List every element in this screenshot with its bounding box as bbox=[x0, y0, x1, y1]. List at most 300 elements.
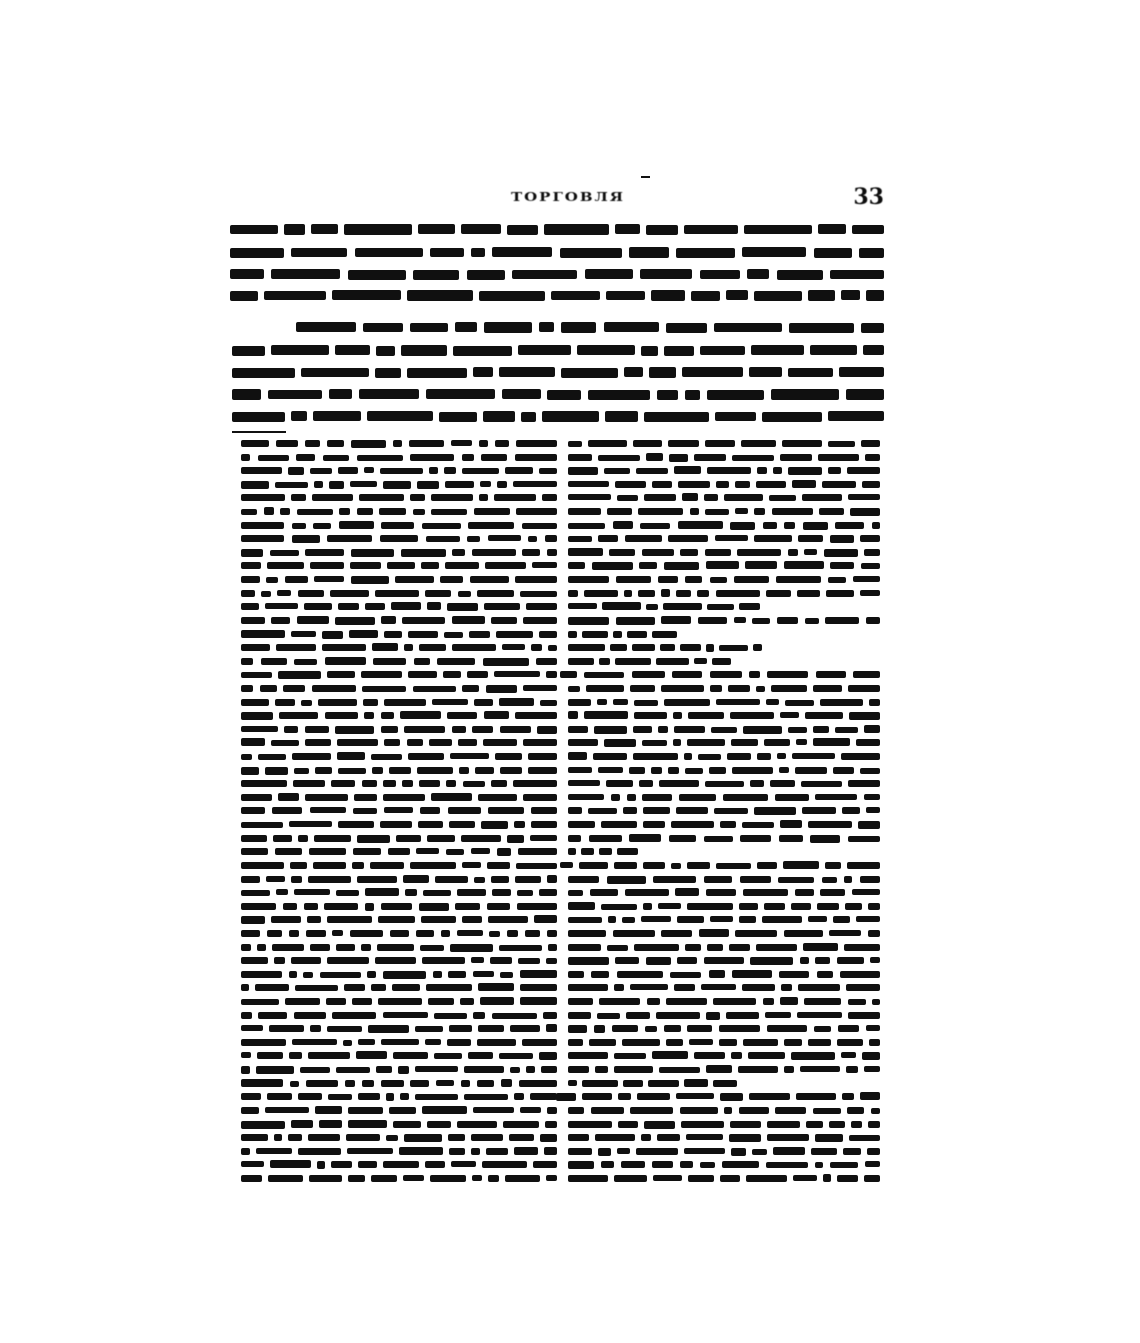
illegible-word bbox=[301, 700, 312, 706]
illegible-word bbox=[310, 468, 332, 474]
illegible-word bbox=[568, 957, 609, 965]
illegible-word bbox=[389, 767, 411, 774]
illegible-word bbox=[241, 454, 250, 461]
illegible-word bbox=[637, 1093, 670, 1100]
illegible-word bbox=[722, 1161, 759, 1168]
illegible-word bbox=[310, 807, 346, 813]
illegible-word bbox=[441, 930, 450, 937]
illegible-word bbox=[707, 944, 723, 951]
illegible-word bbox=[633, 753, 678, 760]
illegible-word bbox=[674, 984, 695, 991]
text-line bbox=[568, 888, 880, 897]
illegible-word bbox=[329, 389, 352, 399]
illegible-word bbox=[491, 617, 517, 624]
illegible-word bbox=[615, 224, 640, 234]
illegible-word bbox=[284, 726, 298, 733]
illegible-word bbox=[789, 323, 854, 333]
illegible-word bbox=[241, 957, 268, 964]
illegible-word bbox=[835, 727, 858, 733]
text-line bbox=[241, 766, 557, 775]
illegible-word bbox=[232, 389, 261, 400]
illegible-word bbox=[732, 455, 774, 461]
illegible-word bbox=[495, 753, 522, 760]
illegible-word bbox=[852, 889, 880, 895]
illegible-word bbox=[390, 930, 409, 937]
illegible-word bbox=[512, 270, 577, 279]
illegible-word bbox=[314, 835, 351, 842]
illegible-word bbox=[607, 508, 632, 515]
illegible-word bbox=[510, 1025, 540, 1032]
illegible-word bbox=[804, 549, 817, 555]
illegible-word bbox=[556, 1093, 576, 1101]
illegible-word bbox=[383, 1012, 428, 1018]
illegible-word bbox=[291, 494, 306, 501]
illegible-word bbox=[568, 548, 603, 556]
illegible-word bbox=[818, 224, 846, 234]
illegible-word bbox=[241, 1066, 250, 1074]
illegible-word bbox=[848, 494, 880, 500]
illegible-word bbox=[749, 1093, 790, 1100]
illegible-word bbox=[801, 781, 842, 787]
illegible-word bbox=[547, 549, 557, 556]
illegible-word bbox=[815, 1134, 843, 1142]
illegible-word bbox=[419, 903, 449, 911]
illegible-word bbox=[462, 468, 499, 474]
illegible-word bbox=[462, 454, 474, 461]
illegible-word bbox=[426, 389, 495, 399]
illegible-word bbox=[413, 270, 459, 280]
illegible-word bbox=[705, 509, 729, 515]
illegible-word bbox=[591, 1107, 624, 1114]
illegible-word bbox=[241, 1121, 285, 1129]
illegible-word bbox=[779, 971, 809, 978]
illegible-word bbox=[568, 1134, 589, 1141]
illegible-word bbox=[756, 944, 797, 951]
illegible-word bbox=[602, 602, 641, 610]
illegible-word bbox=[622, 917, 635, 923]
illegible-word bbox=[471, 1148, 480, 1155]
text-line bbox=[241, 466, 557, 475]
illegible-word bbox=[383, 481, 411, 489]
text-line bbox=[556, 1092, 880, 1101]
illegible-word bbox=[585, 269, 633, 279]
illegible-word bbox=[623, 807, 637, 814]
illegible-word bbox=[241, 1148, 250, 1155]
illegible-word bbox=[735, 481, 750, 488]
illegible-word bbox=[298, 1148, 341, 1155]
illegible-word bbox=[773, 1147, 805, 1155]
illegible-word bbox=[471, 1134, 503, 1141]
illegible-word bbox=[592, 562, 633, 570]
illegible-word bbox=[473, 1012, 485, 1019]
illegible-word bbox=[644, 494, 676, 501]
illegible-word bbox=[568, 711, 578, 719]
illegible-word bbox=[685, 768, 703, 774]
illegible-word bbox=[241, 903, 276, 910]
illegible-word bbox=[568, 998, 593, 1005]
illegible-word bbox=[241, 822, 283, 828]
illegible-word bbox=[313, 411, 361, 421]
illegible-word bbox=[491, 780, 507, 787]
illegible-word bbox=[241, 481, 269, 489]
illegible-word bbox=[430, 1175, 466, 1182]
illegible-word bbox=[770, 780, 795, 787]
illegible-word bbox=[615, 658, 651, 665]
text-line bbox=[568, 548, 880, 557]
illegible-word bbox=[448, 971, 466, 978]
text-line bbox=[241, 1024, 557, 1033]
illegible-word bbox=[828, 441, 855, 447]
illegible-word bbox=[568, 821, 595, 828]
illegible-word bbox=[289, 930, 299, 937]
illegible-word bbox=[405, 889, 417, 896]
illegible-word bbox=[404, 1134, 442, 1142]
text-line bbox=[241, 834, 557, 843]
illegible-word bbox=[427, 602, 441, 610]
illegible-word bbox=[869, 1039, 880, 1046]
illegible-word bbox=[499, 1053, 533, 1059]
illegible-word bbox=[507, 225, 538, 235]
illegible-word bbox=[828, 577, 846, 583]
illegible-word bbox=[777, 617, 798, 624]
illegible-word bbox=[829, 1121, 845, 1128]
illegible-word bbox=[471, 248, 485, 257]
illegible-word bbox=[381, 712, 394, 719]
illegible-word bbox=[846, 984, 880, 991]
illegible-word bbox=[568, 944, 601, 951]
illegible-word bbox=[484, 322, 532, 333]
illegible-word bbox=[737, 549, 781, 556]
illegible-word bbox=[828, 411, 884, 421]
illegible-word bbox=[467, 270, 505, 280]
illegible-word bbox=[601, 821, 637, 828]
illegible-word bbox=[241, 862, 284, 869]
illegible-word bbox=[348, 1175, 365, 1182]
illegible-word bbox=[271, 916, 301, 923]
illegible-word bbox=[518, 345, 571, 355]
illegible-word bbox=[415, 1066, 458, 1072]
text-line bbox=[568, 820, 880, 829]
illegible-word bbox=[241, 603, 259, 610]
illegible-word bbox=[433, 971, 442, 978]
illegible-word bbox=[848, 999, 866, 1005]
illegible-word bbox=[743, 889, 788, 896]
illegible-word bbox=[539, 631, 557, 638]
illegible-word bbox=[241, 617, 265, 624]
illegible-word bbox=[777, 270, 823, 280]
illegible-word bbox=[710, 671, 742, 678]
text-line bbox=[296, 321, 884, 333]
illegible-word bbox=[241, 944, 251, 951]
illegible-word bbox=[309, 1175, 342, 1182]
illegible-word bbox=[568, 1121, 612, 1128]
illegible-word bbox=[522, 549, 540, 556]
illegible-word bbox=[825, 862, 841, 869]
illegible-word bbox=[705, 781, 744, 787]
illegible-word bbox=[613, 521, 633, 529]
illegible-word bbox=[780, 454, 812, 461]
illegible-word bbox=[319, 1120, 342, 1128]
illegible-word bbox=[700, 1162, 715, 1168]
illegible-word bbox=[419, 780, 440, 787]
text-line bbox=[568, 902, 880, 911]
illegible-word bbox=[839, 367, 884, 377]
illegible-word bbox=[621, 1161, 645, 1168]
illegible-word bbox=[680, 644, 701, 651]
illegible-word bbox=[392, 984, 420, 991]
illegible-word bbox=[614, 1053, 646, 1059]
illegible-word bbox=[468, 522, 514, 529]
text-line bbox=[241, 1079, 557, 1088]
illegible-word bbox=[765, 1012, 791, 1018]
text-line bbox=[241, 970, 557, 979]
illegible-word bbox=[608, 916, 616, 923]
illegible-word bbox=[483, 658, 529, 666]
illegible-word bbox=[272, 944, 304, 951]
illegible-word bbox=[659, 1067, 700, 1073]
illegible-word bbox=[849, 712, 880, 720]
illegible-word bbox=[546, 1175, 557, 1181]
illegible-word bbox=[417, 767, 453, 774]
text-line bbox=[568, 630, 690, 639]
illegible-word bbox=[782, 440, 822, 447]
illegible-word bbox=[638, 590, 655, 597]
illegible-word bbox=[713, 1080, 737, 1087]
illegible-word bbox=[779, 767, 789, 773]
illegible-word bbox=[290, 1081, 299, 1087]
illegible-word bbox=[756, 686, 765, 692]
illegible-word bbox=[459, 767, 469, 774]
illegible-word bbox=[265, 767, 288, 775]
illegible-word bbox=[474, 877, 485, 883]
illegible-word bbox=[868, 1121, 880, 1128]
illegible-word bbox=[764, 903, 785, 910]
text-line bbox=[241, 534, 557, 543]
illegible-word bbox=[861, 440, 880, 447]
illegible-word bbox=[841, 753, 880, 760]
illegible-word bbox=[350, 481, 377, 487]
illegible-word bbox=[837, 1039, 863, 1046]
illegible-word bbox=[617, 495, 638, 501]
illegible-word bbox=[407, 368, 467, 378]
illegible-word bbox=[327, 916, 372, 923]
illegible-word bbox=[298, 590, 324, 597]
illegible-word bbox=[664, 346, 694, 356]
illegible-word bbox=[338, 603, 359, 610]
illegible-word bbox=[523, 794, 557, 801]
illegible-word bbox=[593, 753, 627, 760]
illegible-word bbox=[584, 672, 624, 678]
illegible-word bbox=[639, 562, 657, 569]
illegible-word bbox=[318, 699, 357, 706]
illegible-word bbox=[364, 467, 374, 473]
illegible-word bbox=[294, 889, 330, 895]
illegible-word bbox=[488, 916, 528, 923]
illegible-word bbox=[568, 1161, 594, 1169]
text-line bbox=[568, 875, 880, 884]
illegible-word bbox=[462, 862, 481, 868]
illegible-word bbox=[445, 562, 479, 569]
illegible-word bbox=[830, 562, 854, 569]
illegible-word bbox=[658, 576, 678, 583]
illegible-word bbox=[584, 590, 618, 597]
illegible-word bbox=[314, 576, 344, 582]
illegible-word bbox=[505, 1175, 540, 1182]
illegible-word bbox=[568, 1025, 587, 1033]
illegible-word bbox=[407, 739, 423, 746]
illegible-word bbox=[491, 876, 509, 883]
illegible-word bbox=[588, 808, 617, 814]
illegible-word bbox=[344, 224, 412, 235]
illegible-word bbox=[814, 248, 852, 258]
illegible-word bbox=[307, 916, 321, 923]
text-line bbox=[568, 602, 760, 611]
illegible-word bbox=[539, 322, 554, 332]
illegible-word bbox=[826, 590, 854, 597]
illegible-word bbox=[289, 1052, 302, 1059]
illegible-word bbox=[312, 685, 356, 692]
illegible-word bbox=[820, 699, 863, 706]
illegible-word bbox=[710, 916, 733, 922]
illegible-word bbox=[568, 917, 602, 923]
illegible-word bbox=[738, 1066, 778, 1073]
illegible-word bbox=[373, 658, 406, 665]
illegible-word bbox=[494, 494, 536, 501]
illegible-word bbox=[710, 685, 722, 692]
illegible-word bbox=[296, 454, 315, 461]
illegible-word bbox=[514, 1147, 538, 1155]
illegible-word bbox=[393, 1052, 428, 1059]
text-line bbox=[241, 1106, 557, 1115]
text-line bbox=[241, 1092, 557, 1101]
illegible-word bbox=[844, 876, 852, 883]
illegible-word bbox=[381, 616, 396, 624]
illegible-word bbox=[305, 549, 344, 556]
illegible-word bbox=[568, 441, 582, 447]
illegible-word bbox=[788, 467, 822, 475]
illegible-word bbox=[642, 740, 667, 746]
illegible-word bbox=[776, 576, 821, 583]
illegible-word bbox=[679, 794, 716, 801]
illegible-word bbox=[372, 767, 383, 774]
illegible-word bbox=[568, 562, 585, 569]
illegible-word bbox=[297, 509, 333, 515]
illegible-word bbox=[241, 780, 287, 787]
illegible-word bbox=[632, 644, 655, 651]
illegible-word bbox=[792, 480, 816, 488]
illegible-word bbox=[777, 753, 786, 759]
illegible-word bbox=[800, 957, 809, 964]
illegible-word bbox=[798, 535, 823, 542]
illegible-word bbox=[653, 1175, 682, 1181]
illegible-word bbox=[447, 1039, 471, 1046]
illegible-word bbox=[734, 617, 746, 623]
text-line bbox=[568, 793, 880, 802]
illegible-word bbox=[410, 862, 456, 869]
illegible-word bbox=[292, 753, 331, 760]
illegible-word bbox=[471, 848, 490, 854]
illegible-word bbox=[265, 603, 298, 609]
illegible-word bbox=[677, 957, 697, 964]
illegible-word bbox=[507, 930, 518, 937]
illegible-word bbox=[582, 1093, 612, 1100]
illegible-word bbox=[422, 957, 465, 964]
illegible-word bbox=[833, 767, 854, 774]
text-line bbox=[241, 480, 557, 489]
illegible-word bbox=[568, 780, 600, 786]
illegible-word bbox=[791, 903, 811, 910]
illegible-word bbox=[860, 535, 880, 542]
illegible-word bbox=[383, 1161, 419, 1168]
illegible-word bbox=[771, 389, 839, 400]
illegible-word bbox=[327, 671, 355, 678]
illegible-word bbox=[568, 726, 588, 733]
illegible-word bbox=[644, 412, 709, 422]
illegible-word bbox=[599, 658, 610, 665]
illegible-word bbox=[568, 767, 592, 773]
illegible-word bbox=[271, 269, 340, 279]
illegible-word bbox=[528, 753, 557, 760]
illegible-word bbox=[348, 1120, 387, 1128]
illegible-word bbox=[797, 1012, 842, 1018]
illegible-word bbox=[344, 984, 365, 991]
text-line bbox=[568, 1160, 880, 1169]
illegible-word bbox=[375, 957, 416, 964]
illegible-word bbox=[548, 645, 557, 651]
illegible-word bbox=[304, 603, 332, 610]
illegible-word bbox=[359, 494, 404, 501]
illegible-word bbox=[691, 291, 720, 301]
illegible-word bbox=[357, 508, 373, 515]
illegible-word bbox=[582, 631, 608, 638]
illegible-word bbox=[866, 617, 880, 624]
illegible-word bbox=[523, 685, 557, 691]
illegible-word bbox=[367, 411, 433, 421]
illegible-word bbox=[371, 984, 386, 991]
illegible-word bbox=[418, 821, 443, 828]
illegible-word bbox=[380, 535, 418, 542]
illegible-word bbox=[271, 345, 329, 355]
illegible-word bbox=[747, 269, 769, 279]
illegible-word bbox=[671, 863, 681, 869]
illegible-word bbox=[767, 1025, 807, 1032]
illegible-word bbox=[687, 862, 710, 869]
illegible-word bbox=[500, 767, 522, 774]
illegible-word bbox=[381, 726, 398, 733]
illegible-word bbox=[568, 631, 577, 638]
illegible-word bbox=[613, 631, 622, 638]
illegible-word bbox=[447, 603, 478, 611]
illegible-word bbox=[676, 1093, 714, 1099]
illegible-word bbox=[716, 863, 751, 869]
text-line bbox=[568, 1106, 880, 1115]
illegible-word bbox=[643, 807, 670, 814]
illegible-word bbox=[666, 998, 707, 1005]
illegible-word bbox=[310, 562, 344, 569]
illegible-word bbox=[780, 997, 798, 1005]
illegible-word bbox=[560, 862, 573, 868]
illegible-word bbox=[273, 835, 292, 842]
illegible-word bbox=[622, 1039, 660, 1046]
illegible-word bbox=[497, 848, 511, 856]
illegible-word bbox=[305, 726, 329, 733]
illegible-word bbox=[745, 561, 777, 569]
text-line bbox=[241, 806, 557, 815]
text-line bbox=[568, 1065, 880, 1074]
illegible-word bbox=[408, 671, 437, 678]
illegible-word bbox=[792, 753, 835, 759]
illegible-word bbox=[682, 367, 743, 377]
